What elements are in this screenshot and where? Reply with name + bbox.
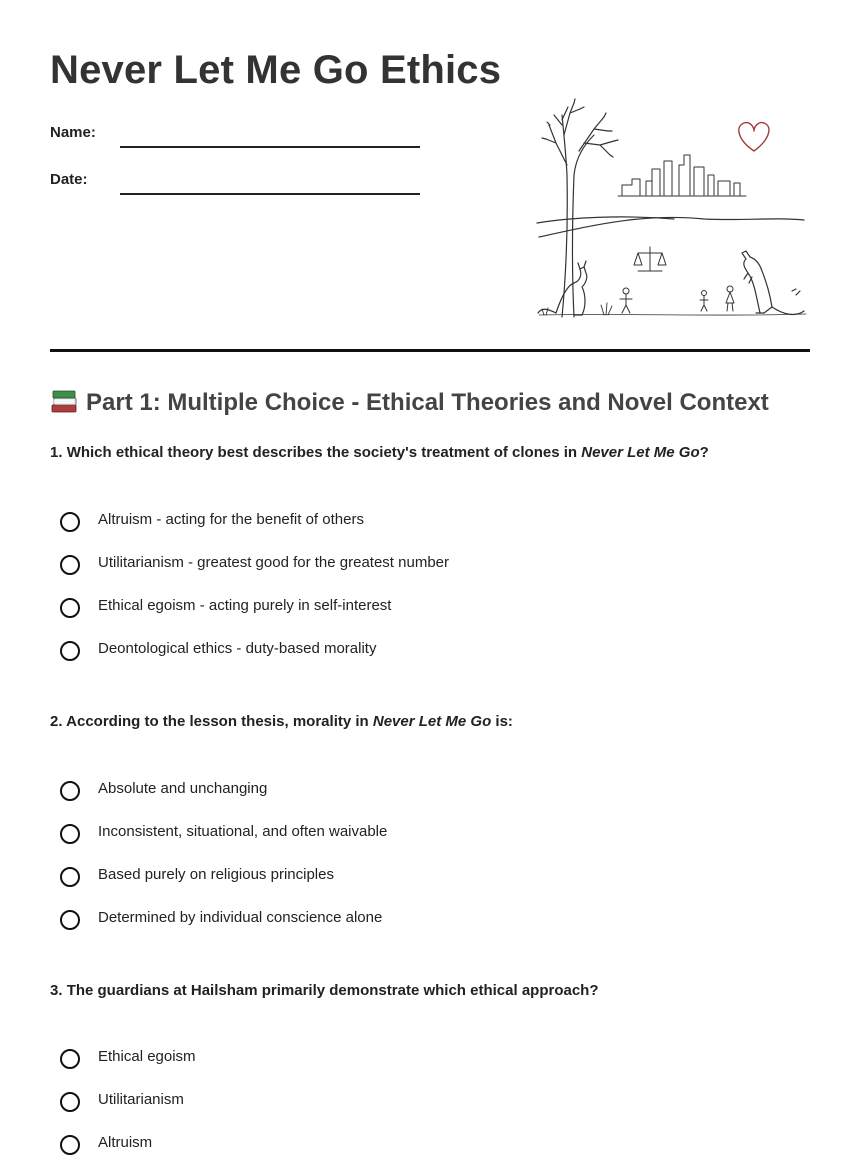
question-number: 3. bbox=[50, 982, 63, 999]
q1-option-b[interactable] bbox=[60, 553, 760, 579]
radio-button[interactable] bbox=[60, 1092, 80, 1112]
radio-button[interactable] bbox=[60, 867, 80, 887]
option-label: Determined by individual conscience alone bbox=[98, 909, 383, 926]
option-label: Altruism - acting for the benefit of others bbox=[98, 511, 364, 528]
date-input-line[interactable] bbox=[120, 193, 420, 195]
option-label: Utilitarianism bbox=[98, 1091, 184, 1108]
q3-option-c[interactable] bbox=[60, 1133, 760, 1159]
question-1 bbox=[50, 444, 709, 461]
skyline-icon bbox=[618, 155, 746, 196]
question-text: The guardians at Hailsham primarily demonstrate which ethical approach? bbox=[66, 982, 599, 999]
name-label: Name: bbox=[50, 124, 96, 141]
option-label: Deontological ethics - duty-based morality bbox=[98, 640, 377, 657]
q2-option-a[interactable] bbox=[60, 779, 760, 805]
q1-option-c[interactable] bbox=[60, 596, 760, 622]
radio-button[interactable] bbox=[60, 1049, 80, 1069]
question-text: According to the lesson thesis, morality in bbox=[66, 713, 373, 730]
option-label: Ethical egoism bbox=[98, 1048, 196, 1065]
radio-button[interactable] bbox=[60, 598, 80, 618]
ethics-illustration bbox=[534, 95, 814, 325]
radio-button[interactable] bbox=[60, 555, 80, 575]
q2-option-d[interactable] bbox=[60, 908, 760, 934]
option-label: Altruism bbox=[98, 1134, 153, 1151]
part1-title bbox=[50, 388, 769, 417]
book-title: Never Let Me Go bbox=[581, 444, 700, 461]
question-2 bbox=[50, 713, 513, 730]
name-field bbox=[50, 118, 420, 148]
radio-button[interactable] bbox=[60, 781, 80, 801]
page-title: Never Let Me Go Ethics bbox=[50, 48, 502, 92]
question-number: 1. bbox=[50, 444, 63, 461]
question-suffix: ? bbox=[699, 444, 709, 461]
scales-icon bbox=[634, 247, 666, 271]
option-label: Ethical egoism - acting purely in self-interest bbox=[98, 597, 392, 614]
radio-button[interactable] bbox=[60, 641, 80, 661]
radio-button[interactable] bbox=[60, 824, 80, 844]
date-label: Date: bbox=[50, 171, 88, 188]
radio-button[interactable] bbox=[60, 512, 80, 532]
option-label: Absolute and unchanging bbox=[98, 780, 268, 797]
book-title: Never Let Me Go bbox=[372, 713, 492, 730]
question-suffix: is: bbox=[491, 713, 513, 730]
books-icon bbox=[50, 388, 80, 414]
option-label: Inconsistent, situational, and often waivable bbox=[98, 823, 388, 840]
q1-option-a[interactable] bbox=[60, 510, 760, 536]
date-field bbox=[50, 165, 420, 195]
tree-icon bbox=[542, 99, 618, 317]
q3-option-b[interactable] bbox=[60, 1090, 760, 1116]
option-label: Utilitarianism - greatest good for the greatest number bbox=[98, 554, 449, 571]
header-divider bbox=[50, 349, 810, 352]
heart-icon bbox=[739, 123, 769, 151]
people-icon bbox=[620, 286, 734, 313]
question-3 bbox=[50, 982, 599, 999]
radio-button[interactable] bbox=[60, 910, 80, 930]
radio-button[interactable] bbox=[60, 1135, 80, 1155]
question-text: Which ethical theory best describes the society's treatment of clones in bbox=[66, 444, 582, 461]
q2-option-b[interactable] bbox=[60, 822, 760, 848]
part1-title-text: Part 1: Multiple Choice - Ethical Theories and Novel Context bbox=[86, 389, 769, 416]
kangaroo-icon bbox=[742, 251, 804, 314]
q3-option-a[interactable] bbox=[60, 1047, 760, 1073]
option-label: Based purely on religious principles bbox=[98, 866, 334, 883]
q1-option-d[interactable] bbox=[60, 639, 760, 665]
q2-option-c[interactable] bbox=[60, 865, 760, 891]
question-number: 2. bbox=[50, 713, 63, 730]
name-input-line[interactable] bbox=[120, 146, 420, 148]
